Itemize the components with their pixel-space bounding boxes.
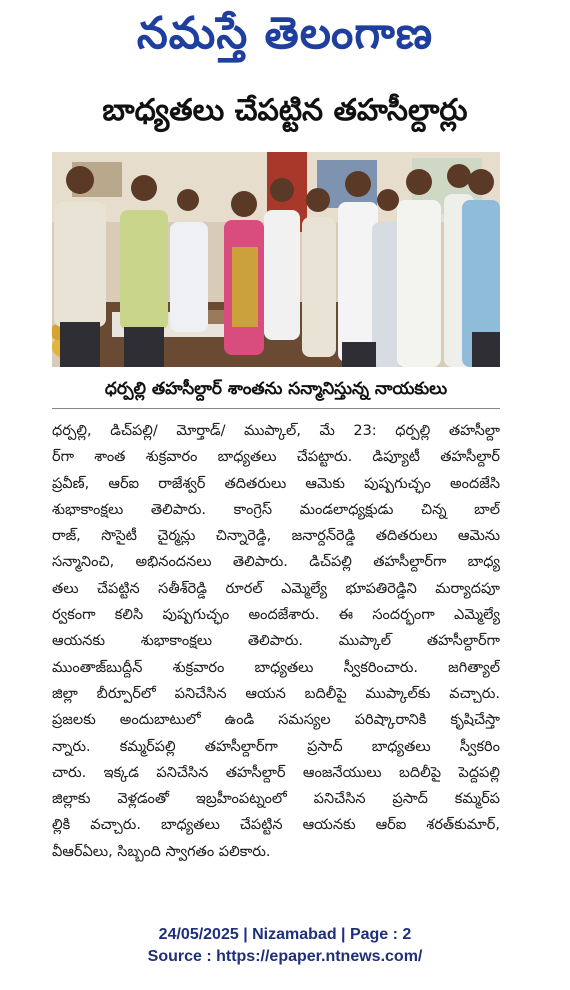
article-line: ధర్పల్లి, డిచ్‌పల్లి/ మోర్తాడ్/ ముప్కాల్, మే 23: ధర్పల్లి తహసీల్దా	[52, 423, 500, 439]
article-body	[52, 418, 500, 893]
article-line: శుభాకాంక్షలు తెలిపారు. కాంగ్రెస్ మండలాధ్యక్షుడు చిన్న బాల్	[52, 501, 500, 518]
masthead	[0, 0, 570, 78]
news-photo	[52, 152, 500, 367]
source-link[interactable]: Source : https://epaper.ntnews.com/	[147, 948, 423, 965]
article-line: రాజ్, సొసైటీ చైర్మన్లు చిన్నారెడ్డి, జనార్దన్‌రెడ్డి తదితరులు ఆమెను	[52, 528, 500, 545]
article-line: ల్లికి వచ్చారు. బాధ్యతలు చేపట్టిన ఆయనకు ఆర్‌ఐ శరత్‌కుమార్,	[52, 817, 500, 834]
article-line: వీఆర్‌ఏలు, సిబ్బంది స్వాగతం పలికారు.	[52, 843, 271, 860]
article-line: ర్‌గా శాంత శుక్రవారం బాధ్యతలు చేపట్టారు. డిప్యూటీ తహసీల్దార్	[52, 449, 500, 466]
article-line: తలు చేపట్టిన సతీశ్‌రెడ్డి రూరల్ ఎమ్మెల్యే భూపతిరెడ్డిని మర్యాదపూ	[52, 580, 500, 597]
article-line: ర్వకంగా కలిసి పుష్పగుచ్ఛం అందజేశారు. ఈ సందర్భంగా ఎమ్మెల్యే	[52, 607, 500, 624]
article-line: ప్రవీణ్, ఆర్‌ఐ రాజేశ్వర్ తదితరులు ఆమెకు పుష్పగుచ్ఛం అందజేసి	[52, 475, 500, 492]
article-line: జిల్లా బీర్పూర్‌లో పనిచేసిన ఆయన బదిలీపై ముప్కాల్‌కు వచ్చారు.	[52, 685, 500, 702]
article-line: న్నారు. కమ్మర్‌పల్లి తహసీల్దార్‌గా ప్రసాద్ బాధ్యతలు స్వీకరిం	[52, 738, 500, 755]
dateline: 24/05/2025 | Nizamabad | Page : 2	[158, 926, 412, 943]
article-line: జిల్లాకు వెళ్లడంతో ఇబ్రహీంపట్నంలో పనిచేసిన ప్రసాద్ కమ్మర్‌ప	[52, 791, 500, 808]
page-footer	[0, 924, 570, 968]
article-headline: బాధ్యతలు చేపట్టిన తహసీల్దార్లు	[102, 93, 468, 128]
newspaper-logo: నమస్తే తెలంగాణ	[136, 8, 434, 59]
article-line: ముంతాజ్‌బుద్దీన్ శుక్రవారం బాధ్యతలు స్వీకరించారు. జగిత్యాల్	[52, 659, 500, 676]
article-line: సన్మానించి, అభినందనలు తెలిపారు. డిచ్‌పల్లి తహసీల్దార్‌గా బాధ్య	[52, 554, 500, 571]
article-line: చారు. ఇక్కడ పనిచేసిన తహసీల్దార్ ఆంజనేయులు బదిలీపై పెద్దపల్లి	[52, 764, 500, 781]
photo-caption: ధర్పల్లి తహసీల్దార్ శాంతను సన్మానిస్తున్న నాయకులు	[52, 374, 500, 409]
article-line: ప్రజలకు అందుబాటులో ఉండి సమస్యల పరిష్కారానికి కృషిచేస్తా	[52, 712, 500, 729]
article-line: ఆయనకు శుభాకాంక్షలు తెలిపారు. ముప్కాల్ తహసీల్దార్‌గా	[52, 633, 500, 650]
